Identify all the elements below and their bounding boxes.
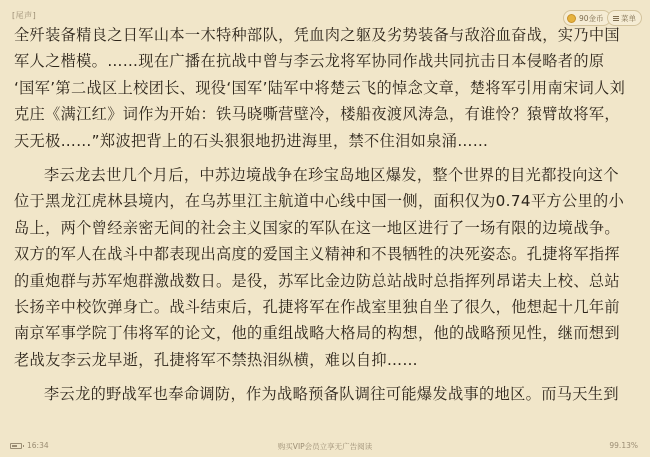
text-line: 的重炮群与苏军炮群激战数日。是役，苏军比金边防总站战时总指挥列昂诺夫上校、总站 — [14, 271, 620, 290]
text-line: 位于黑龙江虎林县境内，在乌苏里江主航道中心线中国一侧，面积仅为0.74平方公里的小 — [14, 192, 625, 211]
reader-status-bar — [0, 436, 650, 457]
reading-content[interactable] — [14, 22, 636, 407]
text-line: ‘国军’第二战区上校团长、现役‘国军’陆军中将楚云飞的悼念文章，楚将军引用南宋词人刘 — [14, 78, 626, 97]
menu-label: 菜单 — [621, 13, 636, 23]
gold-label: 90金币 — [579, 13, 604, 23]
text-line: 李云龙去世几个月后，中苏边境战争在珍宝岛地区爆发，整个世界的目光都投向这个 — [44, 165, 619, 184]
vip-promo-link[interactable]: 购买VIP会员立享无广告阅读 — [277, 442, 373, 451]
text-line: 全歼装备精良之日军山本一木特种部队，凭血肉之躯及劣势装备与敌浴血奋战，实乃中国 — [14, 26, 620, 44]
text-line: 克庄《满江红》词作为开始：铁马晓嘶营壁冷，楼船夜渡风涛急，有谁怜？猿臂故将军， — [14, 105, 620, 124]
paragraph — [14, 381, 636, 407]
text-line: 军人之楷模。……现在广播在抗战中曾与李云龙将军协同作战共同抗击日本侵略者的原 — [14, 52, 605, 71]
menu-icon — [613, 16, 619, 21]
text-line: 双方的军人在战斗中都表现出高度的爱国主义精神和不畏牺牲的决死姿态。孔捷将军指挥 — [14, 245, 620, 264]
paragraph — [14, 22, 636, 154]
clock: 16:34 — [27, 441, 49, 450]
text-line: 李云龙的野战军也奉命调防，作为战略预备队调往可能爆发战事的地区。而马天生到 — [44, 385, 619, 404]
chapter-tag: [尾声] — [12, 11, 37, 20]
text-line: 长扬辛中校饮弹身亡。战斗结束后，孔捷将军在作战室里独自坐了很久，他想起十几年前 — [14, 297, 620, 316]
text-line: 南京军事学院丁伟将军的论文，他的重组战略大格局的构想，他的战略预见性，继而想到 — [14, 324, 620, 343]
text-line: 天无极……”郑波把背上的石头狠狠地扔进海里，禁不住泪如泉涌…… — [14, 131, 489, 150]
text-line: 老战友李云龙早逝，孔捷将军不禁热泪纵横，难以自抑…… — [14, 350, 418, 369]
paragraph — [14, 162, 636, 373]
reading-progress: 99.13% — [609, 441, 638, 450]
text-line: 岛上，两个曾经亲密无间的社会主义国家的军队在这一地区进行了一场有限的边境战争。 — [14, 218, 620, 237]
